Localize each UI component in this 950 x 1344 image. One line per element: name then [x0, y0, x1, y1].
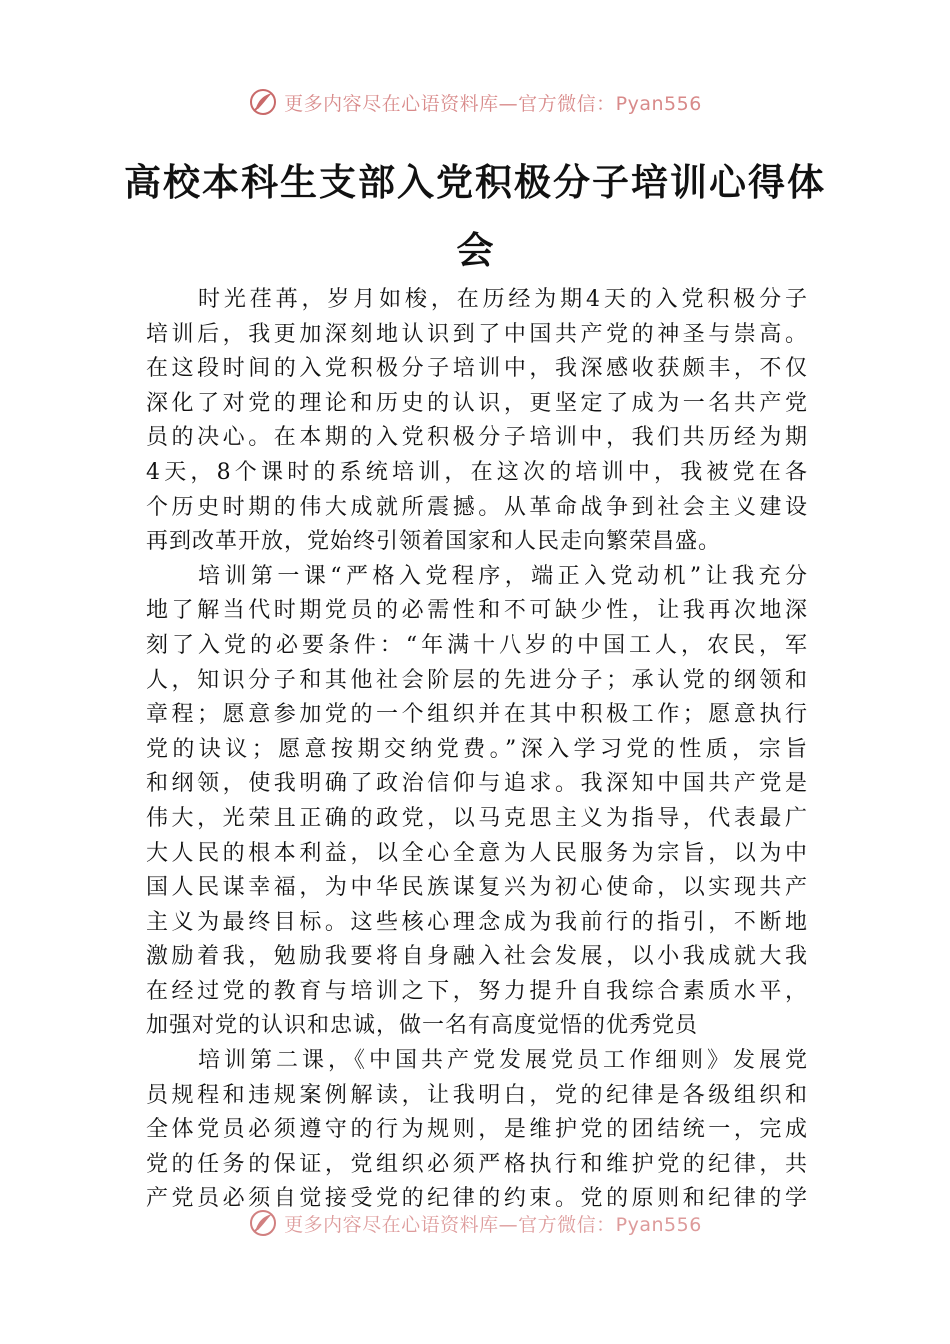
text-line: 刻了入党的必要条件：“年满十八岁的中国工人，农民，军: [146, 632, 808, 658]
text-line: 产党员必须自觉接受党的纪律的约束。党的原则和纪律的学: [146, 1186, 808, 1212]
document-title-line-2: 会: [456, 228, 494, 272]
text-line: 个历史时期的伟大成就所震撼。从革命战争到社会主义建设: [146, 494, 808, 520]
text-line: 员的决心。在本期的入党积极分子培训中，我们共历经为期: [146, 425, 808, 451]
text-line: 4天，8个课时的系统培训，在这次的培训中，我被党在各: [146, 459, 808, 485]
watermark-text: 更多内容尽在心语资料库—官方微信：Pyan556: [284, 1213, 702, 1236]
text-line: 员规程和违规案例解读，让我明白，党的纪律是各级组织和: [146, 1082, 808, 1108]
text-line: 全体党员必须遵守的行为规则，是维护党的团结统一，完成: [146, 1117, 808, 1143]
text-line: 加强对党的认识和忠诚，做一名有高度觉悟的优秀党员: [146, 1013, 699, 1039]
body-text: [146, 283, 808, 1217]
text-line: 党的诀议；愿意按期交纳党费。”深入学习党的性质，宗旨: [146, 736, 808, 762]
watermark-logo-icon: [248, 87, 278, 117]
text-line: 在这段时间的入党积极分子培训中，我深感收获颇丰，不仅: [146, 356, 808, 382]
text-line: 培训后，我更加深刻地认识到了中国共产党的神圣与崇高。: [146, 321, 808, 347]
text-line: 大人民的根本利益，以全心全意为人民服务为宗旨，以为中: [146, 840, 808, 866]
text-line: 地了解当代时期党员的必需性和不可缺少性，让我再次地深: [146, 598, 808, 624]
text-line: 培训第一课“严格入党程序，端正入党动机”让我充分: [198, 563, 808, 589]
watermark-text: 更多内容尽在心语资料库—官方微信：Pyan556: [284, 92, 702, 115]
text-line: 国人民谋幸福，为中华民族谋复兴为初心使命，以实现共产: [146, 875, 808, 901]
text-line: 和纲领，使我明确了政治信仰与追求。我深知中国共产党是: [146, 771, 808, 797]
text-line: 时光荏苒，岁月如梭，在历经为期4天的入党积极分子: [198, 287, 808, 312]
text-line: 主义为最终目标。这些核心理念成为我前行的指引，不断地: [146, 909, 808, 935]
watermark-footer: [0, 1205, 950, 1241]
watermark-header: [0, 84, 950, 120]
document-title-line-1: 高校本科生支部入党积极分子培训心得体: [124, 160, 826, 204]
text-line: 在经过党的教育与培训之下，努力提升自我综合素质水平，: [146, 978, 808, 1004]
text-line: 培训第二课，《中国共产党发展党员工作细则》发展党: [198, 1048, 808, 1074]
text-line: 章程；愿意参加党的一个组织并在其中积极工作；愿意执行: [146, 702, 808, 728]
watermark-logo-icon: [248, 1208, 278, 1238]
text-line: 激励着我，勉励我要将自身融入社会发展，以小我成就大我: [146, 944, 808, 970]
text-line: 深化了对党的理论和历史的认识，更坚定了成为一名共产党: [146, 390, 808, 416]
text-line: 伟大，光荣且正确的政党，以马克思主义为指导，代表最广: [146, 805, 808, 831]
text-line: 人，知识分子和其他社会阶层的先进分子；承认党的纲领和: [146, 667, 808, 693]
text-line: 党的任务的保证，党组织必须严格执行和维护党的纪律，共: [146, 1151, 808, 1177]
text-line: 再到改革开放，党始终引领着国家和人民走向繁荣昌盛。: [146, 529, 722, 555]
